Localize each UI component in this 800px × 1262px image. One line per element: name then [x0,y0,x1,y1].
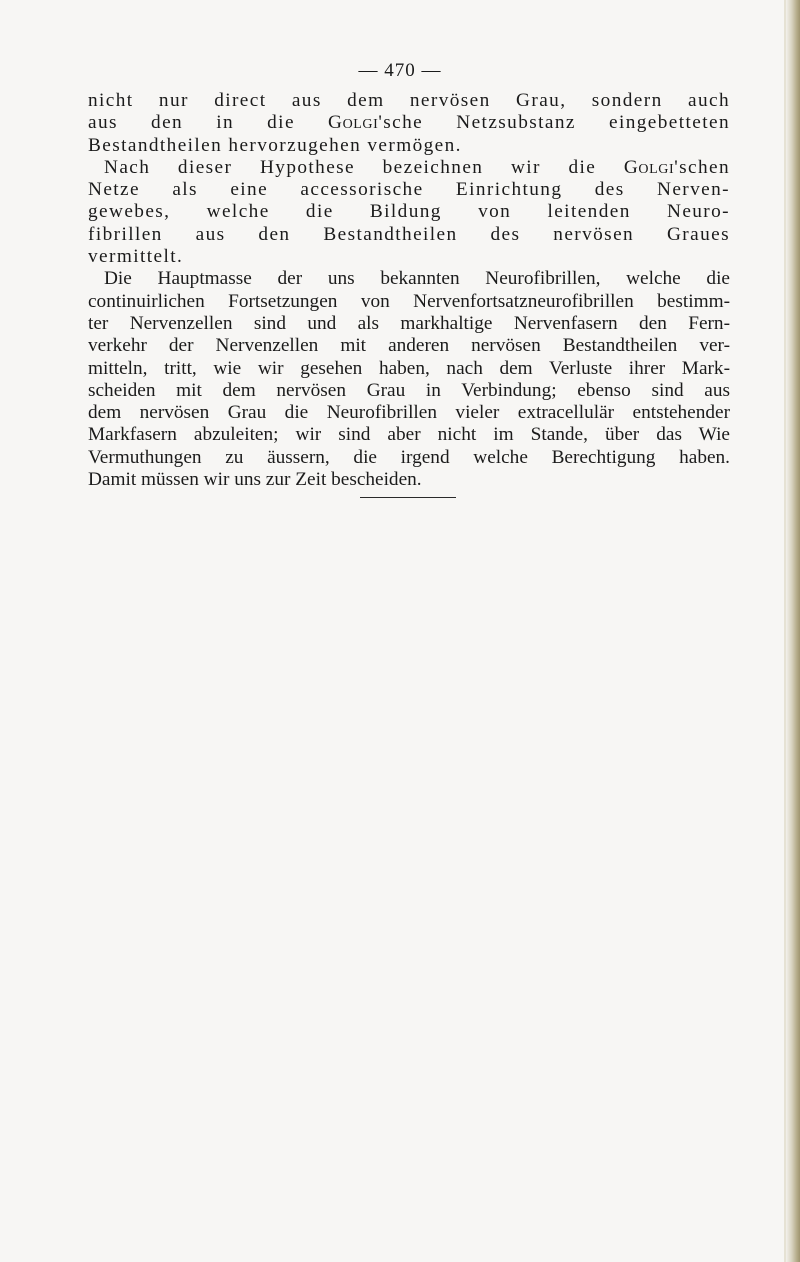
text-line-13: mitteln, tritt, wie wir gesehen haben, nach dem Verluste ihrer Mark- [88,357,730,379]
text-line-10: continuirlichen Fortsetzungen von Nervenfortsatzneurofibrillen bestimm- [88,290,730,312]
body-text [88,90,730,491]
text-line-7: fibrillen aus den Bestandtheilen des nervösen Graues [88,223,730,245]
text-line-1: nicht nur direct aus dem nervösen Grau, sondern auch [88,90,730,111]
text-line-14: scheiden mit dem nervösen Grau in Verbindung; ebenso sind aus [88,379,730,401]
text-line-3: Bestandtheilen hervorzugehen vermögen. [88,134,462,156]
text-line-17: Vermuthungen zu äussern, die irgend welche Berechtigung haben. [88,446,730,468]
page-number: — 470 — [358,60,442,81]
section-end-rule [360,497,456,498]
page-edge-shadow [786,0,800,1262]
text-line-8: vermittelt. [88,246,184,268]
text-line-11: ter Nervenzellen sind und als markhaltige Nervenfasern den Fern- [88,312,730,334]
text-line-18: Damit müssen wir uns zur Zeit bescheiden. [88,469,422,491]
text-line-4: Nach dieser Hypothese bezeichnen wir die Golgi'schen [104,156,730,178]
text-line-6: gewebes, welche die Bildung von leitenden Neuro- [88,201,730,223]
text-line-16: Markfasern abzuleiten; wir sind aber nicht im Stande, über das Wie [88,424,730,446]
text-line-2: aus den in die Golgi'sche Netzsubstanz eingebetteten [88,112,730,134]
text-line-12: verkehr der Nervenzellen mit anderen nervösen Bestandtheilen ver- [88,335,730,357]
text-line-9: Die Hauptmasse der uns bekannten Neurofibrillen, welche die [104,268,730,290]
text-line-15: dem nervösen Grau die Neurofibrillen vieler extracellulär entstehender [88,402,730,424]
text-line-5: Netze als eine accessorische Einrichtung des Nerven- [88,179,730,201]
